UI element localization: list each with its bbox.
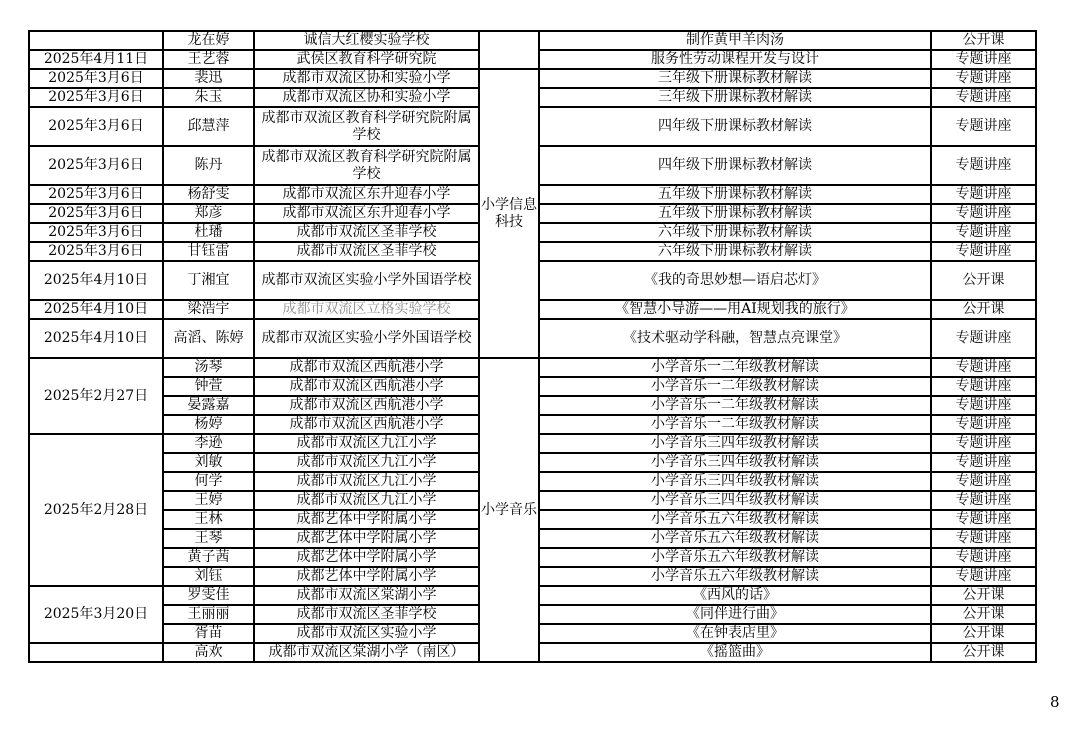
school-cell: 成都市双流区圣菲学校 (254, 605, 479, 624)
name-cell: 胥苗 (163, 624, 254, 643)
type-cell: 专题讲座 (931, 510, 1036, 529)
date-cell: 2025年3月6日 (29, 107, 163, 146)
type-cell: 专题讲座 (931, 242, 1036, 261)
date-cell: 2025年3月20日 (29, 586, 163, 643)
topic-cell: 六年级下册课标教材解读 (539, 242, 931, 261)
type-cell: 专题讲座 (931, 319, 1036, 358)
date-cell: 2025年3月6日 (29, 242, 163, 261)
type-cell: 专题讲座 (931, 146, 1036, 185)
school-cell: 成都市双流区西航港小学 (254, 358, 479, 377)
school-cell: 成都市双流区东升迎春小学 (254, 185, 479, 204)
name-cell: 杨舒雯 (163, 185, 254, 204)
type-cell: 专题讲座 (931, 567, 1036, 586)
name-cell: 何学 (163, 472, 254, 491)
name-cell: 丁湘宜 (163, 261, 254, 300)
type-cell: 专题讲座 (931, 548, 1036, 567)
date-cell: 2025年3月6日 (29, 223, 163, 242)
school-cell: 成都市双流区教育科学研究院附属学校 (254, 107, 479, 146)
school-cell: 成都艺体中学附属小学 (254, 567, 479, 586)
name-cell: 郑彦 (163, 204, 254, 223)
name-cell: 朱玉 (163, 88, 254, 107)
school-cell: 成都市双流区西航港小学 (254, 377, 479, 396)
name-cell: 梁浩宇 (163, 300, 254, 319)
type-cell: 公开课 (931, 300, 1036, 319)
name-cell: 王丽丽 (163, 605, 254, 624)
school-cell: 成都艺体中学附属小学 (254, 510, 479, 529)
date-cell: 2025年4月11日 (29, 50, 163, 69)
name-cell: 刘敏 (163, 453, 254, 472)
name-cell: 杜璠 (163, 223, 254, 242)
name-cell: 晏露嘉 (163, 396, 254, 415)
name-cell: 罗雯佳 (163, 586, 254, 605)
name-cell: 龙在婷 (163, 31, 254, 50)
date-cell: 2025年3月6日 (29, 204, 163, 223)
school-cell: 成都艺体中学附属小学 (254, 548, 479, 567)
topic-cell: 《同伴进行曲》 (539, 605, 931, 624)
name-cell: 王婷 (163, 491, 254, 510)
topic-cell: 四年级下册课标教材解读 (539, 146, 931, 185)
topic-cell: 小学音乐三四年级教材解读 (539, 434, 931, 453)
school-cell: 成都市双流区九江小学 (254, 491, 479, 510)
school-cell: 诚信大红樱实验学校 (254, 31, 479, 50)
date-cell: 2025年2月27日 (29, 358, 163, 434)
type-cell: 公开课 (931, 605, 1036, 624)
school-cell: 成都艺体中学附属小学 (254, 529, 479, 548)
name-cell: 钟萱 (163, 377, 254, 396)
school-cell: 成都市双流区圣菲学校 (254, 242, 479, 261)
category-cell: 小学音乐 (479, 358, 539, 662)
name-cell: 王艺蓉 (163, 50, 254, 69)
type-cell: 专题讲座 (931, 358, 1036, 377)
school-cell: 成都市双流区实验小学 (254, 624, 479, 643)
type-cell: 公开课 (931, 31, 1036, 50)
type-cell: 公开课 (931, 261, 1036, 300)
school-cell: 成都市双流区圣菲学校 (254, 223, 479, 242)
type-cell: 公开课 (931, 586, 1036, 605)
topic-cell: 小学音乐五六年级教材解读 (539, 548, 931, 567)
type-cell: 专题讲座 (931, 185, 1036, 204)
school-cell: 成都市双流区实验小学外国语学校 (254, 319, 479, 358)
topic-cell: 小学音乐五六年级教材解读 (539, 567, 931, 586)
name-cell: 汤琴 (163, 358, 254, 377)
topic-cell: 小学音乐一二年级教材解读 (539, 396, 931, 415)
schedule-table (28, 30, 1037, 663)
topic-cell: 《西风的话》 (539, 586, 931, 605)
type-cell: 专题讲座 (931, 377, 1036, 396)
page-number: 8 (1050, 693, 1060, 711)
date-cell: 2025年3月6日 (29, 185, 163, 204)
school-cell: 成都市双流区协和实验小学 (254, 88, 479, 107)
type-cell: 公开课 (931, 643, 1036, 662)
topic-cell: 《摇篮曲》 (539, 643, 931, 662)
date-cell: 2025年3月6日 (29, 69, 163, 88)
type-cell: 专题讲座 (931, 396, 1036, 415)
school-cell: 成都市双流区西航港小学 (254, 415, 479, 434)
date-cell: 2025年4月10日 (29, 261, 163, 300)
topic-cell: 五年级下册课标教材解读 (539, 204, 931, 223)
name-cell: 陈丹 (163, 146, 254, 185)
name-cell: 刘钰 (163, 567, 254, 586)
name-cell: 甘钰雷 (163, 242, 254, 261)
category-cell (479, 31, 539, 69)
school-cell: 成都市双流区九江小学 (254, 472, 479, 491)
topic-cell: 小学音乐三四年级教材解读 (539, 472, 931, 491)
school-cell: 成都市双流区西航港小学 (254, 396, 479, 415)
category-cell: 小学信息科技 (479, 69, 539, 358)
type-cell: 公开课 (931, 624, 1036, 643)
school-cell: 成都市双流区教育科学研究院附属学校 (254, 146, 479, 185)
date-cell: 2025年4月10日 (29, 300, 163, 319)
type-cell: 专题讲座 (931, 107, 1036, 146)
school-cell: 成都市双流区九江小学 (254, 453, 479, 472)
type-cell: 专题讲座 (931, 415, 1036, 434)
table-row (29, 31, 1036, 50)
type-cell: 专题讲座 (931, 88, 1036, 107)
type-cell: 专题讲座 (931, 529, 1036, 548)
school-cell: 成都市双流区东升迎春小学 (254, 204, 479, 223)
school-cell: 成都市双流区棠湖小学 (254, 586, 479, 605)
topic-cell: 《我的奇思妙想—语启芯灯》 (539, 261, 931, 300)
topic-cell: 三年级下册课标教材解读 (539, 88, 931, 107)
topic-cell: 小学音乐五六年级教材解读 (539, 510, 931, 529)
topic-cell: 四年级下册课标教材解读 (539, 107, 931, 146)
school-cell: 成都市双流区棠湖小学（南区） (254, 643, 479, 662)
school-cell: 成都市双流区立格实验学校 (254, 300, 479, 319)
name-cell: 杨婷 (163, 415, 254, 434)
topic-cell: 三年级下册课标教材解读 (539, 69, 931, 88)
topic-cell: 小学音乐五六年级教材解读 (539, 529, 931, 548)
school-cell: 武侯区教育科学研究院 (254, 50, 479, 69)
date-cell: 2025年4月10日 (29, 319, 163, 358)
name-cell: 黄子茜 (163, 548, 254, 567)
table-row (29, 69, 1036, 88)
type-cell: 专题讲座 (931, 69, 1036, 88)
school-cell: 成都市双流区九江小学 (254, 434, 479, 453)
topic-cell: 小学音乐三四年级教材解读 (539, 453, 931, 472)
topic-cell: 小学音乐一二年级教材解读 (539, 415, 931, 434)
school-cell: 成都市双流区协和实验小学 (254, 69, 479, 88)
date-cell (29, 643, 163, 662)
type-cell: 专题讲座 (931, 50, 1036, 69)
name-cell: 高滔、陈婷 (163, 319, 254, 358)
name-cell: 李逊 (163, 434, 254, 453)
type-cell: 专题讲座 (931, 223, 1036, 242)
type-cell: 专题讲座 (931, 453, 1036, 472)
topic-cell: 小学音乐一二年级教材解读 (539, 358, 931, 377)
type-cell: 专题讲座 (931, 491, 1036, 510)
type-cell: 专题讲座 (931, 434, 1036, 453)
topic-cell: 小学音乐三四年级教材解读 (539, 491, 931, 510)
date-cell: 2025年2月28日 (29, 434, 163, 586)
date-cell: 2025年3月6日 (29, 146, 163, 185)
date-cell: 2025年3月6日 (29, 88, 163, 107)
name-cell: 高欢 (163, 643, 254, 662)
table-row (29, 358, 1036, 377)
type-cell: 专题讲座 (931, 204, 1036, 223)
topic-cell: 《在钟表店里》 (539, 624, 931, 643)
topic-cell: 制作黄甲羊肉汤 (539, 31, 931, 50)
type-cell: 专题讲座 (931, 472, 1036, 491)
name-cell: 王琴 (163, 529, 254, 548)
topic-cell: 《智慧小导游——用AI规划我的旅行》 (539, 300, 931, 319)
name-cell: 王林 (163, 510, 254, 529)
topic-cell: 服务性劳动课程开发与设计 (539, 50, 931, 69)
topic-cell: 小学音乐一二年级教材解读 (539, 377, 931, 396)
topic-cell: 《技术驱动学科融，智慧点亮课堂》 (539, 319, 931, 358)
date-cell (29, 31, 163, 50)
topic-cell: 六年级下册课标教材解读 (539, 223, 931, 242)
name-cell: 邱慧萍 (163, 107, 254, 146)
school-cell: 成都市双流区实验小学外国语学校 (254, 261, 479, 300)
name-cell: 裴迅 (163, 69, 254, 88)
topic-cell: 五年级下册课标教材解读 (539, 185, 931, 204)
